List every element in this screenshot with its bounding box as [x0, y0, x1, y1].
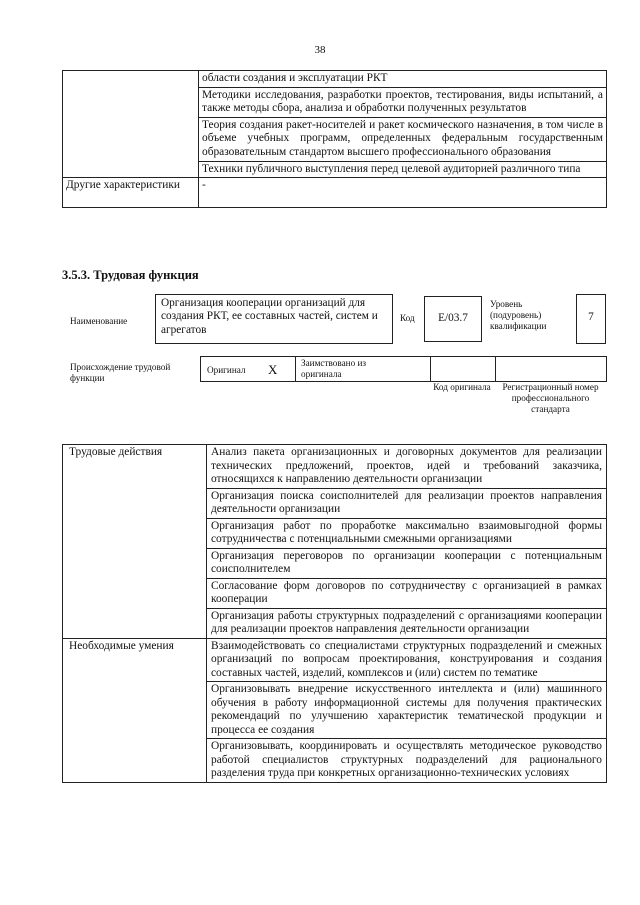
origin-divider: [295, 357, 296, 381]
function-code-box: E/03.7: [424, 296, 482, 342]
labor-action-item: Организация работ по проработке максимально взаимовыгодной формы сотрудничества с потенциальными смежными организациями: [207, 518, 607, 548]
skill-item: Организовывать внедрение искусственного интеллекта и (или) машинного обучения в работу информационной системы для получения практических рекомендаций по улучшению характеристик тематической продукции и процесса ее создания: [207, 682, 607, 739]
code-original-caption: Код оригинала: [433, 382, 491, 392]
function-details-table: [62, 444, 607, 783]
knowledge-row: Теория создания ракет-носителей и ракет космического назначения, в том числе в объеме учебных программ, определенных федеральным государственным образовательным стандартом высшего профессионального образования: [199, 117, 607, 161]
skill-item: Взаимодействовать со специалистами структурных подразделений и смежных организаций по вопросам проектирования, конструирования и создания составных частей, изделий, комплексов и (или) систем по тематике: [207, 638, 607, 682]
labor-action-item: Организация поиска соисполнителей для реализации проектов направления деятельности организации: [207, 488, 607, 518]
other-characteristics-value: -: [199, 178, 607, 208]
required-skills-label: Необходимые умения: [63, 638, 207, 782]
labor-action-item: Организация работы структурных подразделений с организациями кооперации для реализации проектов направления деятельности организации: [207, 608, 607, 638]
knowledge-row: области создания и эксплуатации РКТ: [199, 71, 607, 88]
name-label: Наименование: [70, 316, 128, 326]
code-label: Код: [400, 313, 415, 323]
original-mark: X: [268, 362, 278, 377]
labor-action-item: Организация переговоров по организации кооперации с потенциальным соисполнителем: [207, 548, 607, 578]
origin-divider: [495, 357, 496, 381]
page-number: 38: [314, 44, 326, 56]
level-label: Уровень (подуровень) квалификации: [490, 299, 547, 331]
borrowed-label: Заимствовано из оригинала: [301, 358, 367, 379]
registration-number-caption: Регистрационный номер профессионального стандарта: [502, 382, 599, 414]
skill-item: Организовывать, координировать и осуществлять методическое руководство работой специалистов структурных подразделений для рационального разделения труда при конкретных организационно-технических условиях: [207, 739, 607, 783]
labor-action-item: Согласование форм договоров по сотрудничеству с организацией в рамках кооперации: [207, 578, 607, 608]
knowledge-row: Методики исследования, разработки проектов, тестирования, виды испытаний, а также методы сбора, анализа и обработки полученных результатов: [199, 87, 607, 117]
labor-action-item: Анализ пакета организационных и договорных документов для реализации технических предложений, проектов, идей и требований заказчика, относящихся к направлению деятельности организации: [207, 445, 607, 489]
knowledge-table: [62, 70, 607, 208]
knowledge-label-cell: [63, 71, 199, 178]
origin-divider: [430, 357, 431, 381]
section-title: 3.5.3. Трудовая функция: [62, 268, 199, 282]
origin-box: [200, 356, 607, 382]
level-value-box: 7: [576, 294, 606, 344]
original-label: Оригинал: [207, 365, 246, 375]
function-name-box: Организация кооперации организаций для создания РКТ, ее составных частей, систем и агрегатов: [155, 294, 393, 344]
knowledge-row: Техники публичного выступления перед целевой аудиторией различного типа: [199, 161, 607, 178]
origin-label: Происхождение трудовой функции: [70, 362, 171, 383]
labor-actions-label: Трудовые действия: [63, 445, 207, 639]
other-characteristics-label: Другие характеристики: [63, 178, 199, 208]
